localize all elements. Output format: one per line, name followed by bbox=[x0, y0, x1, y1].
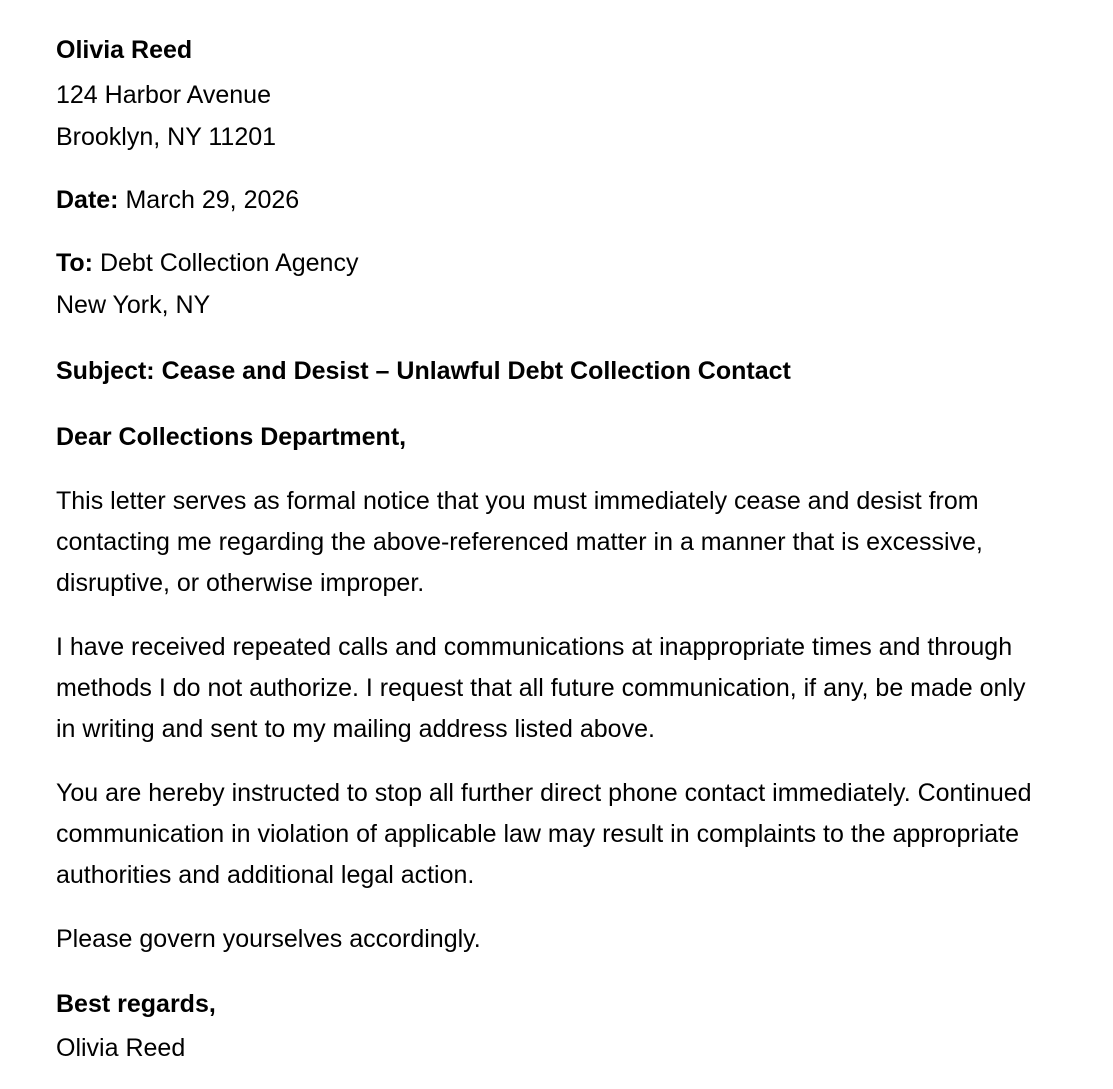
subject-line: Subject: Cease and Desist – Unlawful Debt Collection Contact bbox=[56, 356, 791, 385]
date-label: Date: bbox=[56, 185, 119, 214]
sender-name: Olivia Reed bbox=[56, 36, 193, 64]
sender-city-state-zip: Brooklyn, NY 11201 bbox=[56, 122, 277, 151]
recipient-line bbox=[56, 242, 1043, 284]
recipient-block bbox=[56, 242, 1043, 326]
recipient-label: To: bbox=[56, 248, 94, 277]
salutation: Dear Collections Department, bbox=[56, 423, 407, 451]
signature-name: Olivia Reed bbox=[56, 1034, 186, 1062]
date-value: March 29, 2026 bbox=[125, 185, 300, 214]
sender-street: 124 Harbor Avenue bbox=[56, 80, 271, 109]
recipient-name: Debt Collection Agency bbox=[99, 248, 359, 277]
closing-line: Best regards, bbox=[56, 989, 216, 1018]
body-paragraph-3: You are hereby instructed to stop all further direct phone contact immediately. Continued communication in violation of applicable law may result in complaints to the appropriate authorities and additional legal action. bbox=[56, 778, 1032, 889]
body-paragraph-4: Please govern yourselves accordingly. bbox=[56, 924, 481, 953]
date-block bbox=[56, 179, 1043, 221]
body-paragraph-2: I have received repeated calls and communications at inappropriate times and through methods I do not authorize. I request that all future communication, if any, be made only in writing and sent to my mailing address listed above. bbox=[56, 632, 1026, 743]
date-line bbox=[56, 179, 1043, 221]
recipient-city-state: New York, NY bbox=[56, 290, 211, 319]
sender-address-block bbox=[56, 30, 1043, 158]
body-paragraph-1: This letter serves as formal notice that you must immediately cease and desist from contacting me regarding the above-referenced matter in a manner that is excessive, disruptive, or otherwise improper. bbox=[56, 486, 983, 597]
